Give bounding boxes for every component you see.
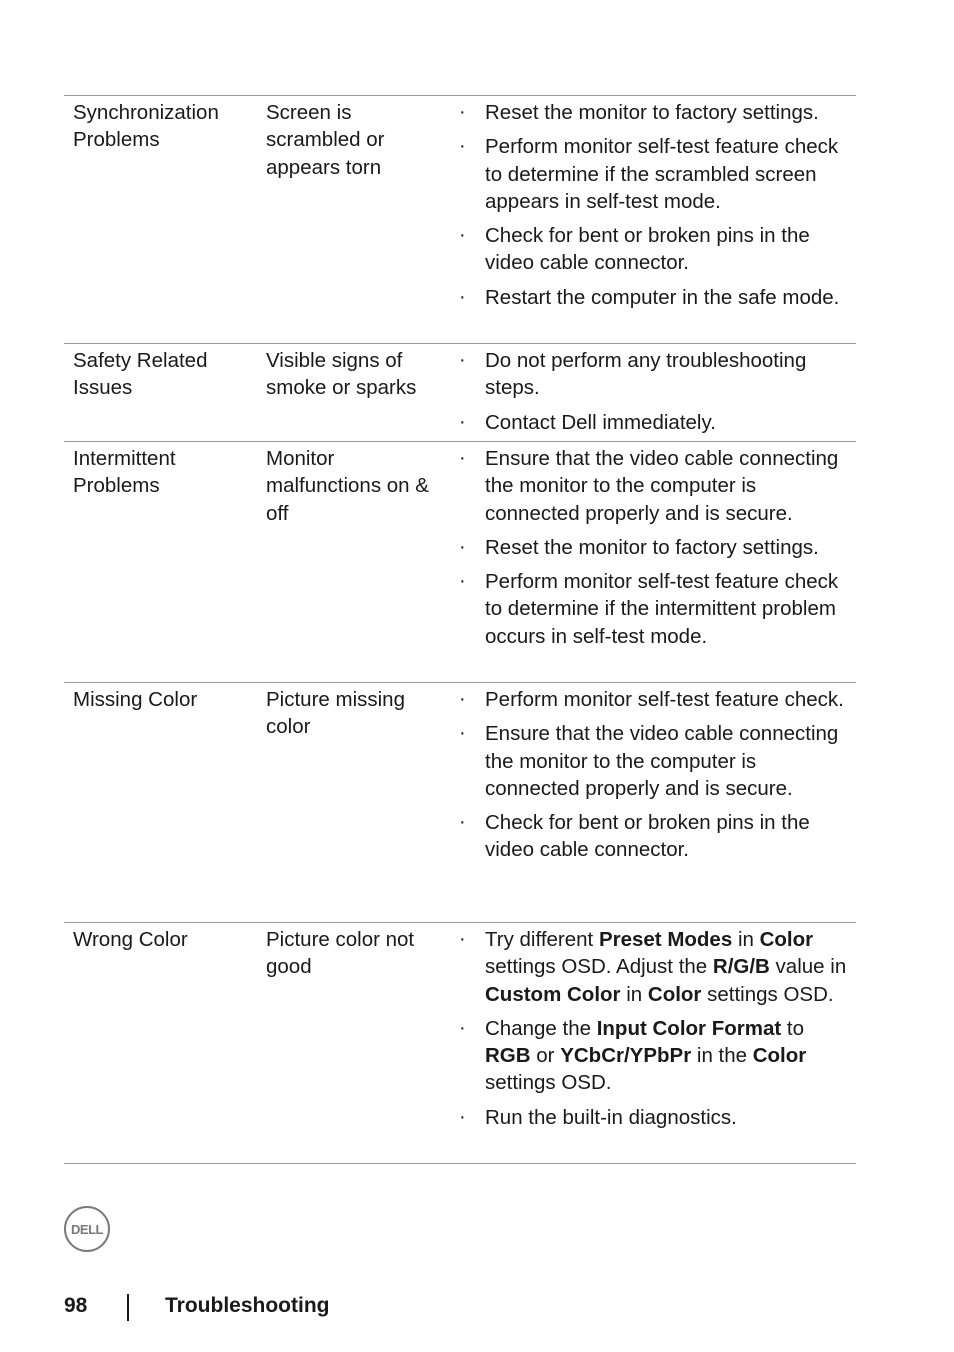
symptom-cell: Visible signs of smoke or sparks <box>266 349 417 400</box>
solution-item: · Try different Preset Modes in Color settings OSD. Adjust the R/G/B value in Custom Color in Color settings OSD. <box>459 926 851 1008</box>
symptom-cell: Screen is scrambled or appears torn <box>266 101 385 179</box>
solutions-cell <box>459 686 851 871</box>
bold-term: Color <box>647 982 702 1006</box>
solution-item: · Perform monitor self-test feature check to determine if the scrambled screen appears in self-test mode. <box>459 133 851 215</box>
problem-cell: Safety Related Issues <box>73 349 208 400</box>
bold-term: Color <box>759 928 814 951</box>
symptom-cell: Monitor malfunctions on & off <box>266 447 429 525</box>
solution-item: · Check for bent or broken pins in the video cable connector. <box>459 809 851 864</box>
symptom-cell: Picture color not good <box>266 928 415 979</box>
solution-item: · Change the Input Color Format to RGB or YCbCr/YPbPr in the Color settings OSD. <box>459 1015 851 1097</box>
bold-term: Input Color Format <box>596 1016 782 1040</box>
table-row <box>64 96 856 344</box>
bold-term: Custom Color <box>485 982 621 1006</box>
solution-item: · Contact Dell immediately. <box>459 409 851 436</box>
section-title: Troubleshooting <box>165 1294 330 1317</box>
bold-term: Color <box>752 1044 807 1068</box>
solutions-cell <box>459 99 851 318</box>
table-row <box>64 344 856 442</box>
problem-cell: Wrong Color <box>73 928 188 951</box>
solution-item: · Check for bent or broken pins in the video cable connector. <box>459 222 851 277</box>
table-row <box>64 923 856 1164</box>
solutions-cell <box>459 347 851 443</box>
table-row <box>64 683 856 923</box>
page-number: 98 <box>64 1294 88 1317</box>
problem-cell: Synchronization Problems <box>73 101 219 152</box>
solutions-cell <box>459 445 851 657</box>
solution-item: · Ensure that the video cable connecting the monitor to the computer is connected properly and is secure. <box>459 720 851 802</box>
problem-cell: Missing Color <box>73 688 198 711</box>
dell-logo-text: DELL <box>71 1221 103 1237</box>
table-row <box>64 442 856 683</box>
solution-item: · Restart the computer in the safe mode. <box>459 284 851 311</box>
bold-term: Preset Modes <box>598 928 733 951</box>
bold-term: RGB <box>485 1044 531 1068</box>
solution-item: · Ensure that the video cable connecting the monitor to the computer is connected properly and is secure. <box>459 445 851 527</box>
footer-divider <box>127 1294 129 1321</box>
troubleshooting-table <box>64 95 856 1164</box>
solution-item: · Reset the monitor to factory settings. <box>459 534 851 561</box>
solutions-cell <box>459 926 851 1138</box>
bold-term: YCbCr/YPbPr <box>560 1044 692 1068</box>
solution-item: · Perform monitor self-test feature check to determine if the intermittent problem occurs in self-test mode. <box>459 568 851 650</box>
solution-item: · Do not perform any troubleshooting steps. <box>459 347 851 402</box>
solution-item: · Run the built-in diagnostics. <box>459 1104 851 1131</box>
solution-item: · Reset the monitor to factory settings. <box>459 99 851 126</box>
problem-cell: Intermittent Problems <box>73 447 176 498</box>
dell-logo <box>64 1206 110 1252</box>
bold-term: R/G/B <box>712 955 770 979</box>
solution-item: · Perform monitor self-test feature check. <box>459 686 851 713</box>
symptom-cell: Picture missing color <box>266 688 405 739</box>
